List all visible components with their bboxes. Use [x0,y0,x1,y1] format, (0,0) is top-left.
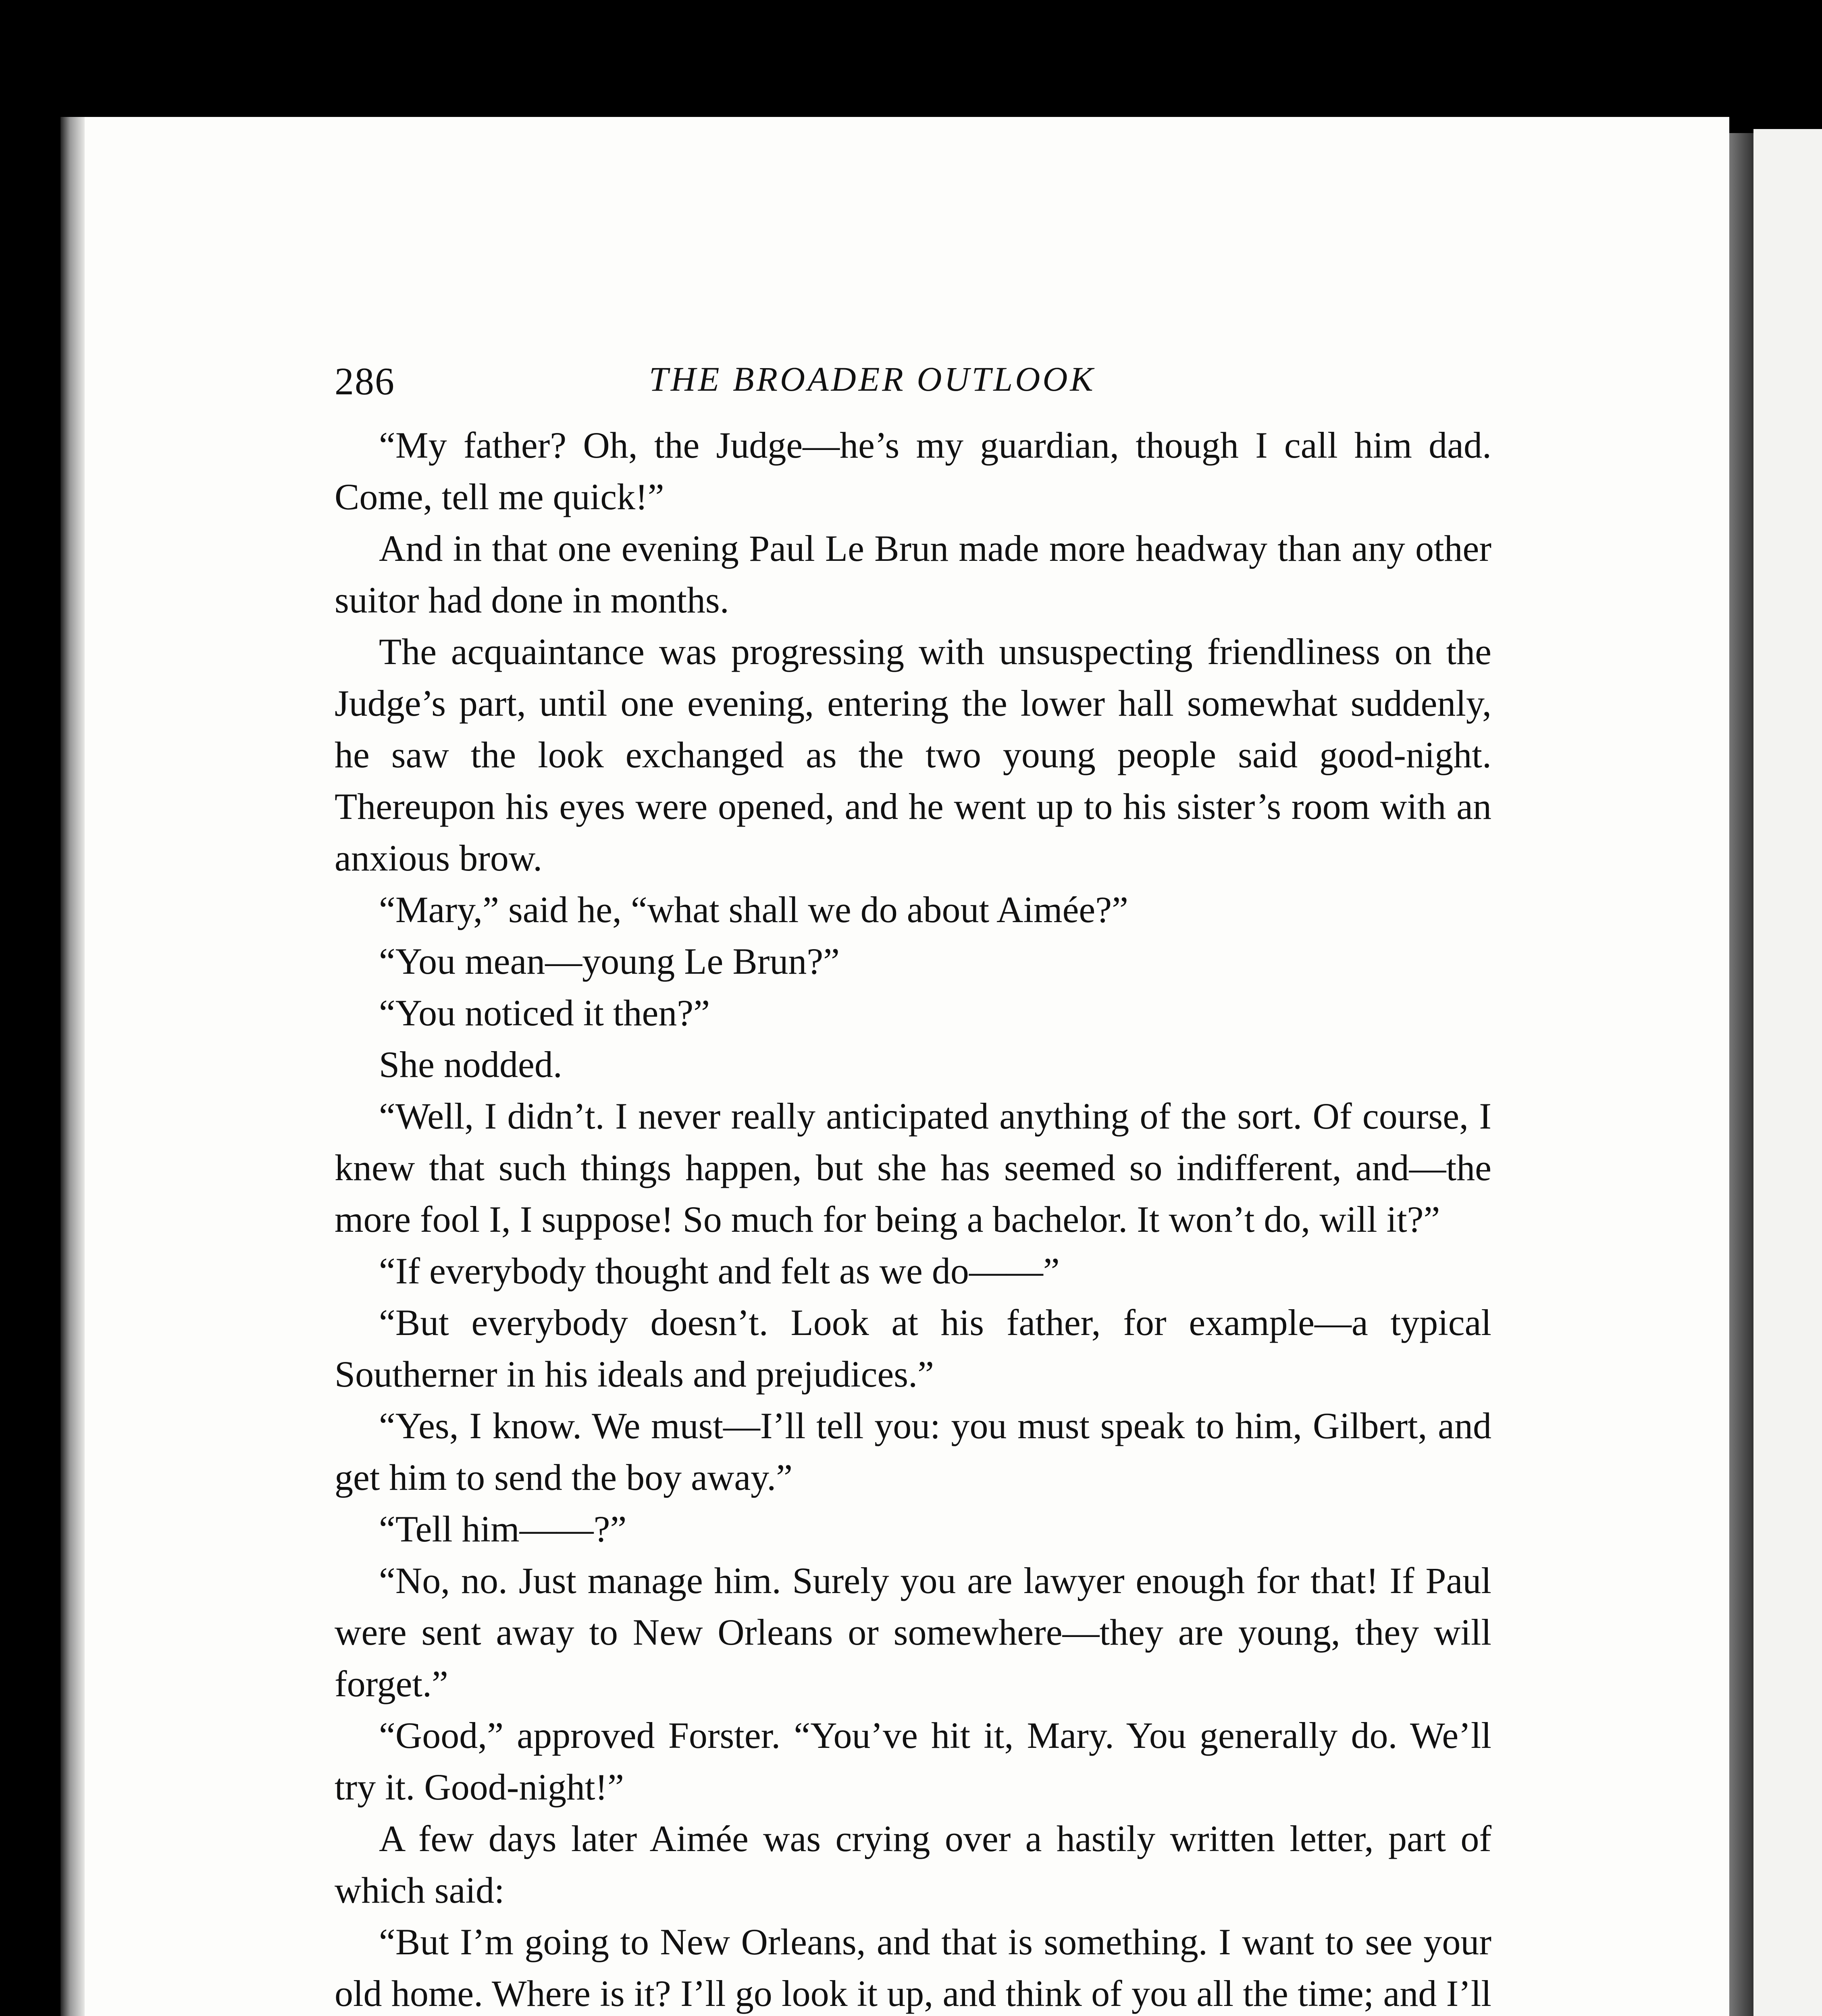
paragraph: “Yes, I know. We must—I’ll tell you: you must speak to him, Gilbert, and get him to send the boy away.” [335,1405,1491,1498]
paragraph: “No, no. Just manage him. Surely you are lawyer enough for that! If Paul were sent away to New Orleans or somewhere—they are young, they will forget.” [335,1560,1491,1704]
paragraph: “If everybody thought and felt as we do——” [379,1250,1060,1291]
page-binding-shadow [60,117,85,2016]
paragraph: The acquaintance was progressing with unsuspecting friendliness on the Judge’s part, until one evening, entering the lower hall somewhat suddenly, he saw the look exchanged as the two young people said good-night. Thereupon his eyes were opened, and he went up to his sister’s room with an anxious brow. [335,631,1491,879]
body-text [335,419,1491,2016]
page-header [335,351,1822,415]
running-title: THE BROADER OUTLOOK [649,360,1096,398]
paragraph: A few days later Aimée was crying over a hastily written letter, part of which said: [335,1818,1491,1911]
paragraph: “Good,” approved Forster. “You’ve hit it, Mary. You generally do. We’ll try it. Good-night!” [335,1715,1491,1808]
paragraph: “Tell him——?” [379,1508,627,1549]
paragraph: “Well, I didn’t. I never really anticipated anything of the sort. Of course, I knew that such things happen, but she has seemed so indifferent, and—the more fool I, I suppose! So much for being a bachelor. It won’t do, will it?” [335,1095,1491,1240]
paragraph: “But everybody doesn’t. Look at his father, for example—a typical Southerner in his ideals and prejudices.” [335,1302,1491,1395]
paragraph: And in that one evening Paul Le Brun made more headway than any other suitor had done in months. [335,528,1491,621]
paragraph: “Mary,” said he, “what shall we do about Aimée?” [379,889,1128,930]
paragraph: “But I’m going to New Orleans, and that is something. I want to see your old home. Where is it? I’ll go look it up, and think of you all the time; and I’ll [335,1921,1491,2014]
paragraph: She nodded. [379,1044,562,1085]
paragraph: “My father? Oh, the Judge—he’s my guardian, though I call him dad. Come, tell me quick!” [335,425,1491,517]
page-right-shadow [1729,133,1753,2016]
paragraph: “You noticed it then?” [379,992,710,1033]
paragraph: “You mean—young Le Brun?” [379,941,840,982]
page-number: 286 [335,360,395,403]
